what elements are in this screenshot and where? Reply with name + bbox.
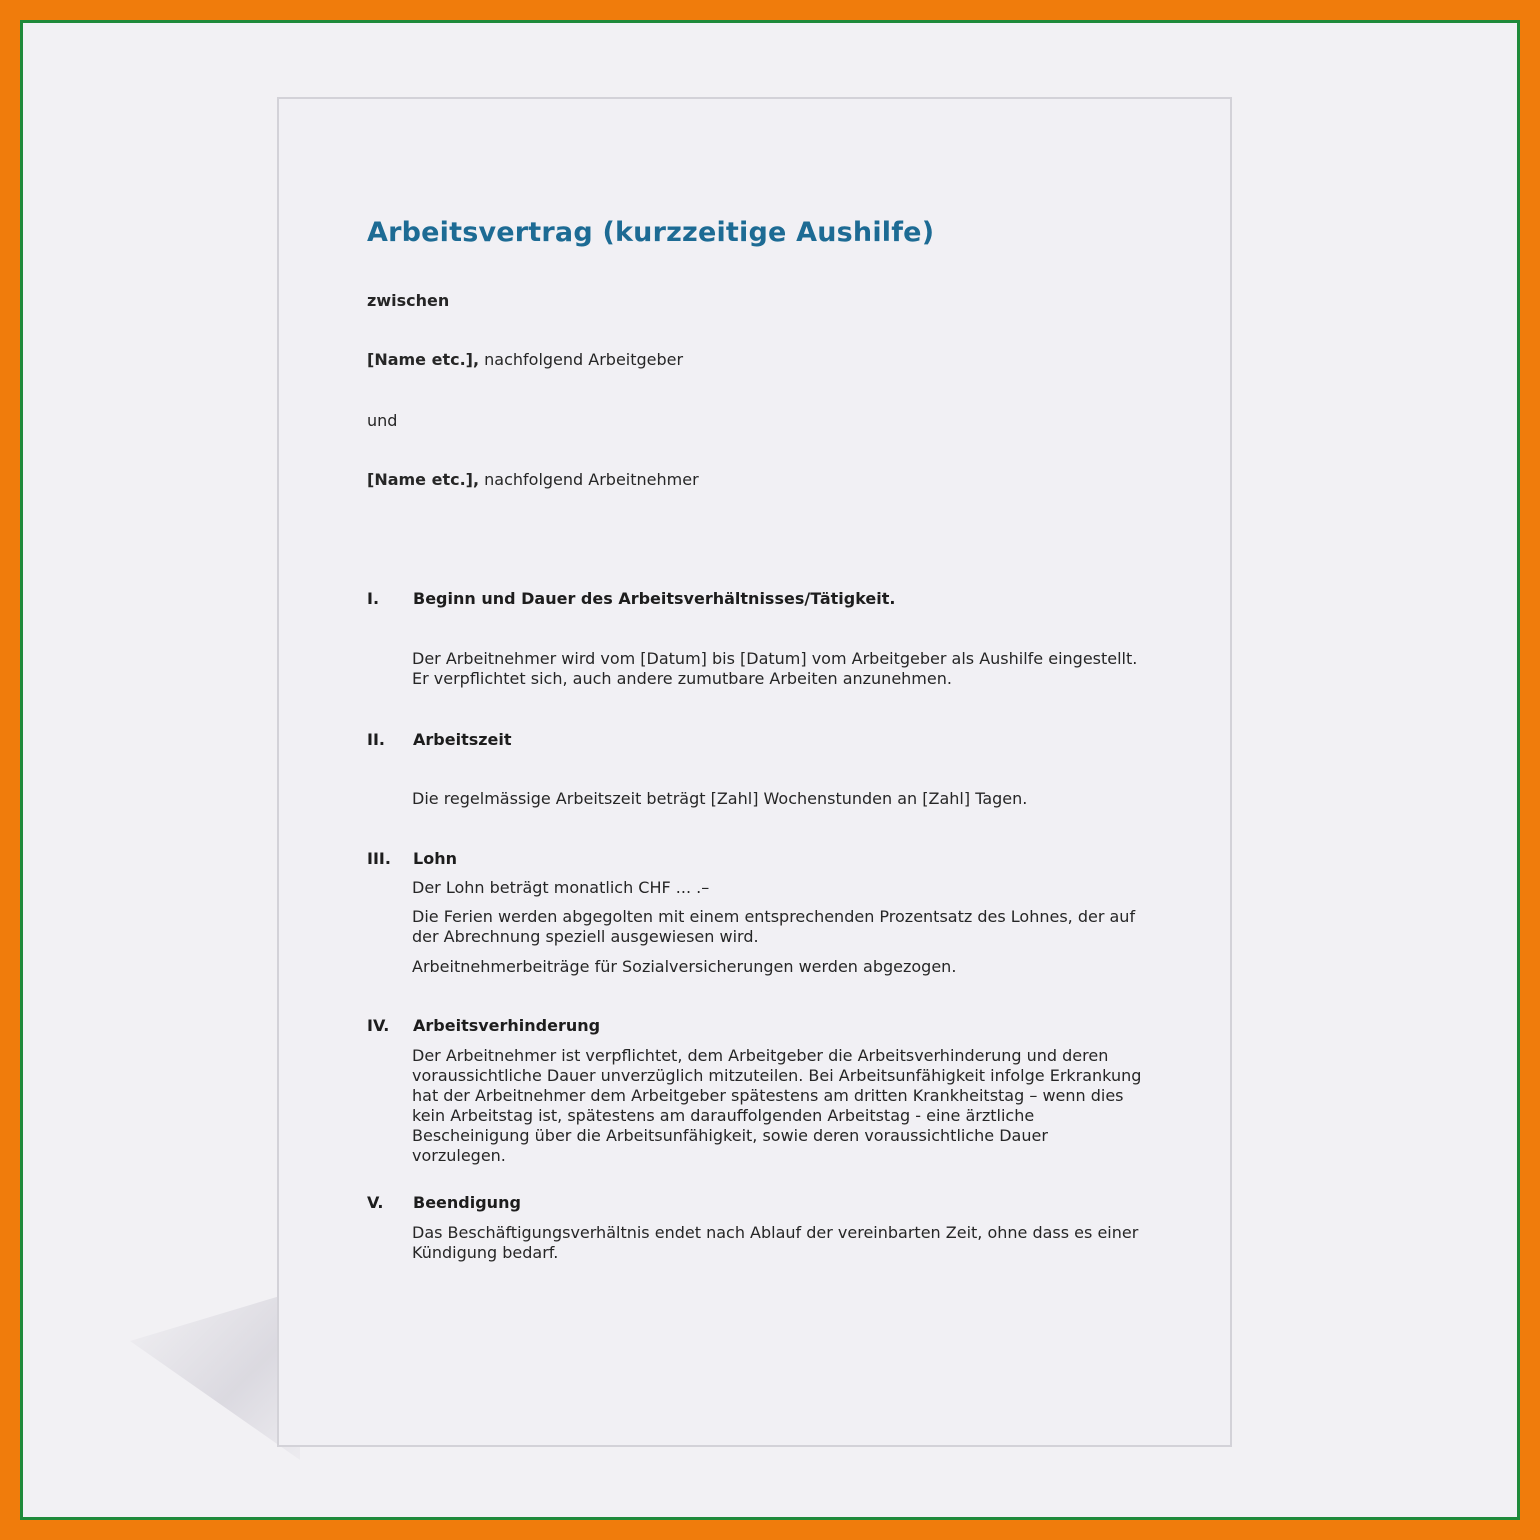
section-title: Beginn und Dauer des Arbeitsverhältnisses/Tätigkeit.	[413, 589, 896, 608]
section-heading	[367, 849, 457, 868]
between-label: zwischen	[367, 291, 450, 310]
section-paragraph: Der Arbeitnehmer ist verpflichtet, dem Arbeitgeber die Arbeitsverhinderung und deren voraussichtliche Dauer unverzüglich mitzuteilen. Bei Arbeitsunfähigkeit infolge Erkrankung hat der Arbeitnehmer dem Arbeitgeber spätestens am dritten Krankheitstag – wenn dies kein Arbeitstag ist, spätestens am darauffolgenden Arbeitstag - eine ärztliche Bescheinigung über die Arbeitsunfähigkeit, sowie deren voraussichtliche Dauer vorzulegen.	[412, 1046, 1142, 1165]
section-heading	[367, 1193, 521, 1212]
document-title: Arbeitsvertrag (kurzzeitige Aushilfe)	[367, 217, 935, 248]
section-title: Arbeitszeit	[413, 730, 512, 749]
and-label: und	[367, 411, 398, 430]
employee-name: [Name etc.],	[367, 470, 480, 489]
section-title: Beendigung	[413, 1193, 521, 1212]
employer-role: nachfolgend Arbeitgeber	[479, 350, 684, 369]
section-paragraph: Der Lohn beträgt monatlich CHF ... .–	[412, 878, 710, 897]
section-number: IV.	[367, 1016, 390, 1035]
section-heading	[367, 1016, 600, 1035]
section-heading	[367, 589, 895, 608]
section-title: Arbeitsverhinderung	[413, 1016, 601, 1035]
employee-role: nachfolgend Arbeitnehmer	[479, 470, 699, 489]
section-paragraph: Der Arbeitnehmer wird vom [Datum] bis [Datum] vom Arbeitgeber als Aushilfe eingestellt. Er verpflichtet sich, auch andere zumutbare Arbeiten anzunehmen.	[412, 649, 1138, 688]
section-number: V.	[367, 1193, 384, 1212]
party-employee	[367, 470, 699, 489]
section-title: Lohn	[413, 849, 457, 868]
employer-name: [Name etc.],	[367, 350, 480, 369]
section-paragraph: Die Ferien werden abgegolten mit einem entsprechenden Prozentsatz des Lohnes, der auf der Abrechnung speziell ausgewiesen wird.	[412, 907, 1136, 946]
section-heading	[367, 730, 512, 749]
section-paragraph: Das Beschäftigungsverhältnis endet nach Ablauf der vereinbarten Zeit, ohne dass es einer Kündigung bedarf.	[412, 1223, 1139, 1262]
section-number: III.	[367, 849, 391, 868]
document-page	[277, 97, 1232, 1447]
section-number: I.	[367, 589, 380, 608]
section-paragraph: Die regelmässige Arbeitszeit beträgt [Zahl] Wochenstunden an [Zahl] Tagen.	[412, 789, 1028, 808]
section-number: II.	[367, 730, 385, 749]
section-paragraph: Arbeitnehmerbeiträge für Sozialversicherungen werden abgezogen.	[412, 957, 957, 976]
party-employer	[367, 350, 683, 369]
